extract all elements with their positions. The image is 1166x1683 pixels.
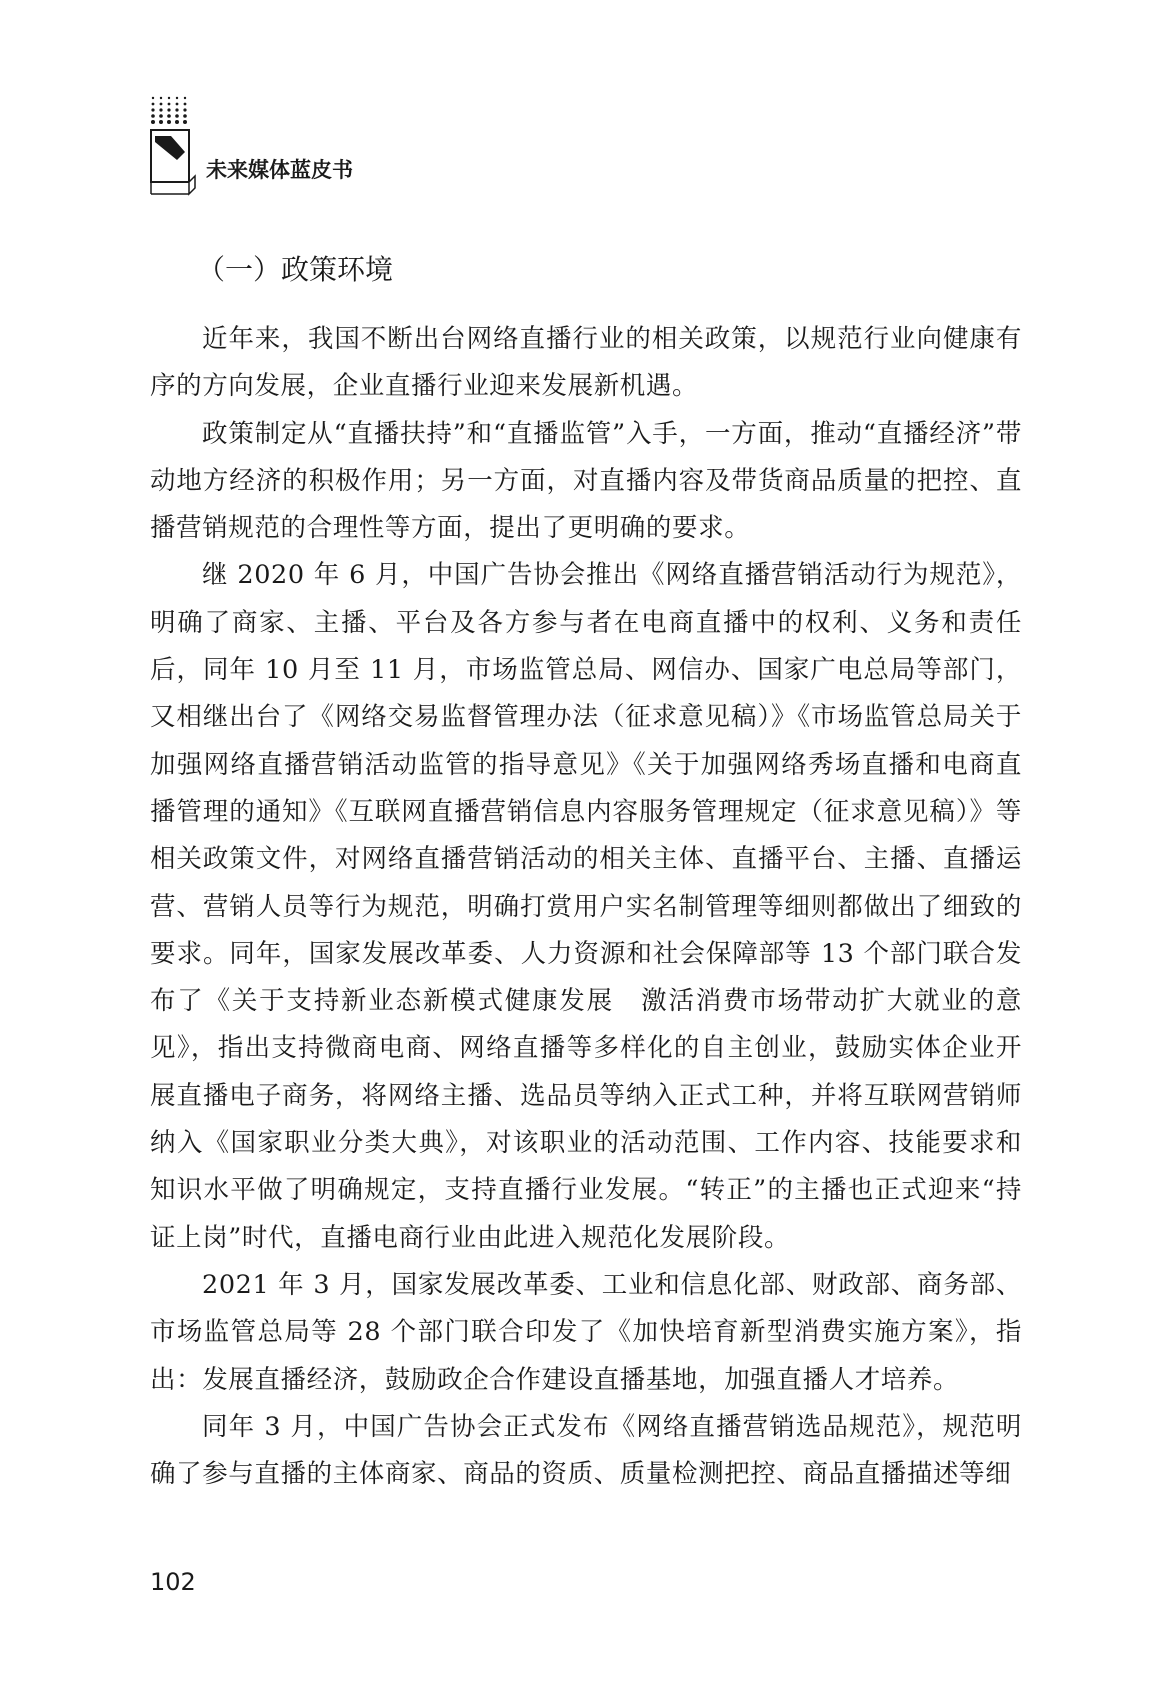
page-number: 102 bbox=[150, 1568, 196, 1596]
book-logo-icon bbox=[150, 96, 196, 196]
paragraph: 政策制定从“直播扶持”和“直播监管”入手，一方面，推动“直播经济”带动地方经济的积极作用；另一方面，对直播内容及带货商品质量的把控、直播营销规范的合理性等方面，提出了更明确的要求。 bbox=[150, 418, 1022, 544]
book-title: 未来媒体蓝皮书 bbox=[206, 158, 353, 182]
paragraph: 同年 3 月，中国广告协会正式发布《网络直播营销选品规范》，规范明确了参与直播的主体商家、商品的资质、质量检测把控、商品直播描述等细 bbox=[150, 1411, 1022, 1490]
paragraph: 继 2020 年 6 月，中国广告协会推出《网络直播营销活动行为规范》，明确了商家、主播、平台及各方参与者在电商直播中的权利、义务和责任后，同年 10 月至 11 月，市场监管总局、网信办、国家广电总局等部门，又相继出台了《网络交易监督管理办法（征求意见稿）》《市场监管总局关于加强网络直播营销活动监管的指导意见》《关于加强网络秀场直播和电商直播管理的通知》《互联网直播营销信息内容服务管理规定（征求意见稿）》等相关政策文件，对网络直播营销活动的相关主体、直播平台、主播、直播运营、营销人员等行为规范，明确打赏用户实名制管理等细则都做出了细致的要求。同年，国家发展改革委、人力资源和社会保障部等 13 个部门联合发布了《关于支持新业态新模式健康发展 激活消费市场带动扩大就业的意见》，指出支持微商电商、网络直播等多样化的自主创业，鼓励实体企业开展直播电子商务，将网络主播、选品员等纳入正式工种，并将互联网营销师纳入《国家职业分类大典》，对该职业的活动范围、工作内容、技能要求和知识水平做了明确规定，支持直播行业发展。“转正”的主播也正式迎来“持证上岗”时代，直播电商行业由此进入规范化发展阶段。 bbox=[150, 560, 1022, 1253]
body-text bbox=[150, 316, 1022, 1498]
paragraph: 近年来，我国不断出台网络直播行业的相关政策，以规范行业向健康有序的方向发展，企业直播行业迎来发展新机遇。 bbox=[150, 324, 1022, 402]
section-heading: （一）政策环境 bbox=[197, 253, 394, 286]
paragraph: 2021 年 3 月，国家发展改革委、工业和信息化部、财政部、商务部、市场监管总局等 28 个部门联合印发了《加快培育新型消费实施方案》，指出：发展直播经济，鼓励政企合作建设直播基地，加强直播人才培养。 bbox=[150, 1269, 1022, 1395]
running-header bbox=[150, 96, 550, 196]
